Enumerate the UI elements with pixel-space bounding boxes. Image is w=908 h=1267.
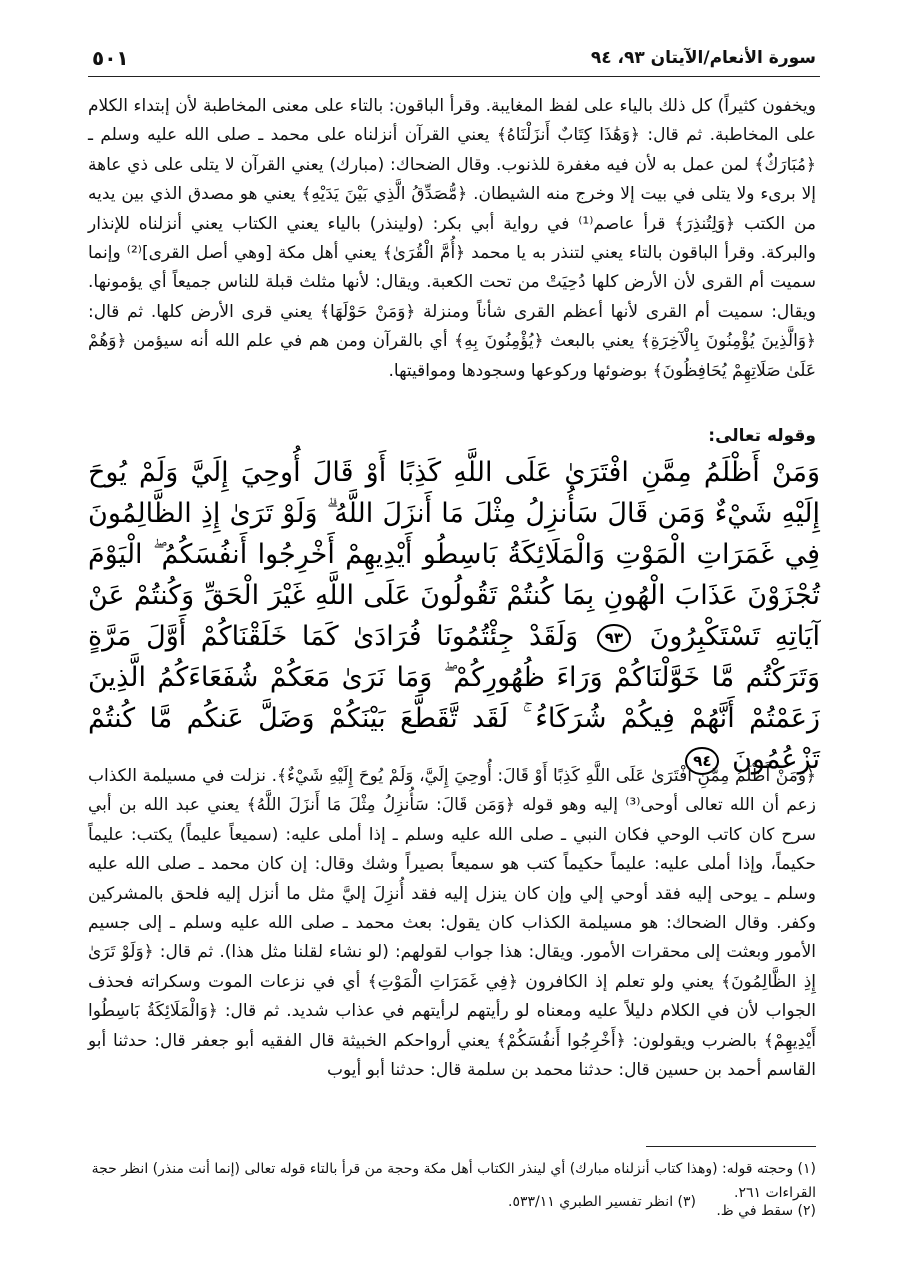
running-header bbox=[88, 44, 820, 77]
verse-number-94: ٩٤ bbox=[685, 747, 719, 775]
verse-number-93: ٩٣ bbox=[597, 624, 631, 652]
footnote-2: (٢) سقط في ظ. bbox=[716, 1203, 816, 1219]
verse-intro-label: وقوله تعالى: bbox=[708, 426, 816, 446]
commentary-paragraph-1: ويخفون كثيراً) كل ذلك بالياء على لفظ المغايبة. وقرأ الباقون: بالتاء على معنى المخاطبة لأن إبتداء الكلام على المخاطبة. ثم قال: ﴿وَهَٰذَا كِتَابٌ أَنزَلْنَاهُ﴾ يعني القرآن أنزلناه على محمد ـ صلى الله عليه وسلم ـ ﴿مُبَارَكٌ﴾ لمن عمل به لأن فيه مغفرة للذنوب. وقال الضحاك: (مبارك) يعني القرآن لا يتلى على ذي عاهة إلا برىء ولا يتلى في بيت إلا وخرج منه الشيطان. ﴿مُّصَدِّقُ الَّذِي بَيْنَ يَدَيْهِ﴾ يعني هو مصدق الذي بين يديه من الكتب ﴿وَلِتُنذِرَ﴾ قرأ عاصم⁽¹⁾ في رواية أبي بكر: (ولينذر) بالياء يعني الكتاب يعني أنزلناه للإنذار والبركة. وقرأ الباقون بالتاء يعني لتنذر به يا محمد ﴿أُمَّ الْقُرَىٰ﴾ يعني أهل مكة [وهي أصل القرى]⁽²⁾ وإنما سميت أم القرى لأن الأرض كلها دُحِيَتْ من تحت الكعبة. ويقال: لأنها مثلث قبلة للناس جميعاً أي يؤمونها. ويقال: سميت أم القرى لأنها أعظم القرى شأناً ومنزلة ﴿وَمَنْ حَوْلَهَا﴾ يعني قرى الأرض كلها. ثم قال: ﴿وَالَّذِينَ يُؤْمِنُونَ بِالْآخِرَةِ﴾ يعني بالبعث ﴿يُؤْمِنُونَ بِهِ﴾ أي بالقرآن ومن هم في علم الله أنه سيؤمن ﴿وَهُمْ عَلَىٰ صَلَاتِهِمْ يُحَافِظُونَ﴾ بوضوئها وركوعها وسجودها ومواقيتها. bbox=[88, 96, 816, 381]
page-number: ٥٠١ bbox=[92, 46, 129, 70]
footnote-divider bbox=[646, 1146, 816, 1147]
footnote-3: (٣) انظر تفسير الطبري ٥٣٣/١١. bbox=[508, 1194, 697, 1210]
verse-93-text: وَمَنْ أَظْلَمُ مِمَّنِ افْتَرَىٰ عَلَى اللَّهِ كَذِبًا أَوْ قَالَ أُوحِيَ إِلَيَّ وَلَمْ يُوحَ إِلَيْهِ شَيْءٌ وَمَن قَالَ سَأُنزِلُ مِثْلَ مَا أَنزَلَ اللَّهُ ۗ وَلَوْ تَرَىٰ إِذِ الظَّالِمُونَ فِي غَمَرَاتِ الْمَوْتِ وَالْمَلَائِكَةُ بَاسِطُو أَيْدِيهِمْ أَخْرِجُوا أَنفُسَكُمُ ۖ الْيَوْمَ تُجْزَوْنَ عَذَابَ الْهُونِ بِمَا كُنتُمْ تَقُولُونَ عَلَى اللَّهِ غَيْرَ الْحَقِّ وَكُنتُمْ عَنْ آيَاتِهِ تَسْتَكْبِرُونَ bbox=[88, 457, 820, 652]
surah-title: سورة الأنعام/الآيتان ٩٣، ٩٤ bbox=[590, 48, 816, 68]
commentary-paragraph-2: ﴿وَمَنْ أَظْلَمُ مِمَّنِ افْتَرَىٰ عَلَى اللَّهِ كَذِبًا أَوْ قَالَ: أُوحِيَ إِلَيَّ، وَلَمْ يُوحَ إِلَيْهِ شَيْءٌ﴾. نزلت في مسيلمة الكذاب زعم أن الله تعالى أوحى⁽³⁾ إليه وهو قوله ﴿وَمَن قَالَ: سَأُنزِلُ مِثْلَ مَا أَنزَلَ اللَّهُ﴾ يعني عبد الله بن أبي سرح كان كاتب الوحي فكان النبي ـ صلى الله عليه وسلم ـ إذا أملى عليه: (سميعاً عليماً) يكتب: عليماً حكيماً، وإذا أملى عليه: عليماً حكيماً كتب هو سميعاً بصيراً وشك وقال: إن كان محمد ـ صلى الله عليه وسلم ـ يوحى إليه فقد أوحي إلي وإن كان ينزل إليه فقد أُنزِلَ إليَّ مثل ما أنزل إليه فلحق بالمشركين وكفر. وقال الضحاك: هو مسيلمة الكذاب كان يقول: بعث محمد ـ صلى الله عليه وسلم ـ إلى جسيم الأمور وبعثت إلى محقرات الأمور. ويقال: هذا جواب لقولهم: (لو نشاء لقلنا مثل هذا). ثم قال: ﴿وَلَوْ تَرَىٰ إِذِ الظَّالِمُونَ﴾ يعني ولو تعلم إذ الكافرون ﴿فِي غَمَرَاتِ الْمَوْتِ﴾ أي في نزعات الموت وسكراته فحذف الجواب لأن في الكلام دليلاً عليه ومعناه لو رأيتهم لرأيتهم في عذاب شديد. ثم قال: ﴿وَالْمَلَائِكَةُ بَاسِطُوا أَيْدِيهِمْ﴾ بالضرب ويقولون: ﴿أَخْرِجُوا أَنفُسَكُمْ﴾ يعني أرواحكم الخبيثة قال الفقيه أبو جعفر قال: حدثنا أبو القاسم أحمد بن حسين قال: حدثنا محمد بن سلمة قال: حدثنا أبو أيوب bbox=[88, 766, 816, 1081]
quran-verse-block bbox=[88, 452, 820, 775]
footnote-1: (١) وحجته قوله: (وهذا كتاب أنزلناه مبارك) أي لينذر الكتاب أهل مكة وحجة من قرأ بالتاء قوله تعالى (إنما أنت منذر) انظر حجة القراءات ٢٦١. bbox=[91, 1161, 816, 1201]
verse-94-text: وَلَقَدْ جِئْتُمُونَا فُرَادَىٰ كَمَا خَلَقْنَاكُمْ أَوَّلَ مَرَّةٍ وَتَرَكْتُم مَّا خَوَّلْنَاكُمْ وَرَاءَ ظُهُورِكُمْ ۖ وَمَا نَرَىٰ مَعَكُمْ شُفَعَاءَكُمُ الَّذِينَ زَعَمْتُمْ أَنَّهُمْ فِيكُمْ شُرَكَاءُ ۚ لَقَد تَّقَطَّعَ بَيْنَكُمْ وَضَلَّ عَنكُم مَّا كُنتُمْ تَزْعُمُونَ bbox=[88, 621, 820, 775]
